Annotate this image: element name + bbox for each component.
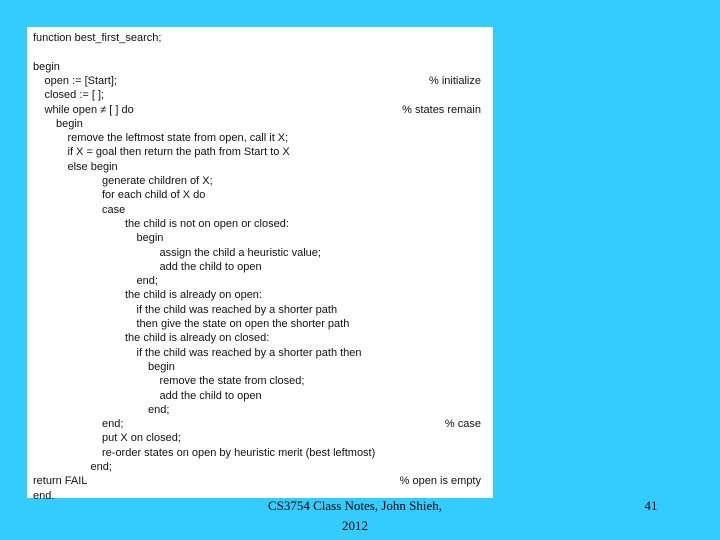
code-line: [27, 317, 483, 331]
code-line: [27, 474, 483, 488]
code-comment: % initialize: [429, 74, 481, 87]
code-text: add the child to open: [159, 260, 262, 273]
code-line: [27, 288, 483, 302]
code-text: put X on closed;: [102, 432, 181, 445]
code-text: if the child was reached by a shorter path: [136, 303, 338, 316]
code-line: [27, 303, 483, 317]
code-line: [27, 431, 483, 445]
code-line: [27, 131, 483, 145]
code-comment: % states remain: [402, 103, 481, 116]
code-line: [27, 160, 483, 174]
code-text: if X = goal then return the path from Start to X: [67, 146, 290, 159]
code-text: for each child of X do: [102, 189, 206, 202]
code-text: then give the state on open the shorter path: [136, 318, 350, 330]
code-line: [27, 246, 483, 260]
code-line: [27, 460, 483, 474]
code-text: generate children of X;: [102, 175, 213, 187]
code-comment: % open is empty: [399, 475, 481, 488]
code-text: while open ≠ [ ] do: [44, 103, 134, 116]
code-text: begin: [33, 60, 60, 73]
code-line: [27, 74, 483, 88]
code-line: [27, 417, 483, 431]
code-line: [27, 331, 483, 345]
code-text: remove the leftmost state from open, call it X;: [67, 132, 289, 145]
footer-line-1: CS3754 Class Notes, John Shieh,: [267, 498, 443, 513]
code-line: [27, 45, 483, 59]
code-line: [27, 346, 483, 360]
code-line: [27, 274, 483, 288]
code-text: open := [Start];: [44, 74, 117, 87]
code-line: [27, 60, 483, 74]
code-text: closed := [ ];: [44, 89, 105, 102]
code-line: [27, 360, 483, 374]
code-text: remove the state from closed;: [159, 375, 305, 388]
code-text: the child is already on closed:: [125, 332, 270, 345]
code-line: [27, 203, 483, 217]
code-line: [27, 31, 483, 45]
footer-line-2: 2012: [342, 518, 368, 533]
code-text: end.: [33, 489, 55, 502]
page-number: 41: [644, 498, 658, 513]
code-panel: [27, 27, 493, 502]
code-text: case: [102, 203, 126, 216]
code-line: [27, 389, 483, 403]
code-line: [27, 231, 483, 245]
code-text: function best_first_search;: [33, 32, 162, 44]
code-text: else begin: [67, 160, 118, 173]
code-text: the child is already on open:: [125, 289, 262, 302]
code-text: begin: [56, 117, 83, 130]
code-text: add the child to open: [159, 389, 262, 402]
slide-footer: [255, 496, 455, 536]
code-text: if the child was reached by a shorter path then: [136, 346, 362, 359]
code-text: end;: [90, 461, 112, 473]
code-text: return FAIL: [33, 475, 88, 488]
code-line: [27, 374, 483, 388]
code-text: end;: [136, 275, 158, 288]
code-line: [27, 174, 483, 188]
code-line: [27, 260, 483, 274]
code-line: [27, 88, 483, 102]
code-text: begin: [136, 232, 164, 245]
code-text: the child is not on open or closed:: [125, 217, 289, 230]
code-line: [27, 217, 483, 231]
code-line: [27, 188, 483, 202]
code-line: [27, 117, 483, 131]
code-text: assign the child a heuristic value;: [159, 246, 321, 259]
code-line: [27, 145, 483, 159]
code-line: [27, 103, 483, 117]
code-line: [27, 403, 483, 417]
code-line: [27, 446, 483, 460]
code-text: re-order states on open by heuristic merit (best leftmost): [102, 446, 376, 459]
code-text: end;: [102, 418, 124, 431]
code-text: begin: [148, 360, 175, 373]
code-text: end;: [148, 403, 170, 416]
code-comment: % case: [444, 418, 481, 431]
